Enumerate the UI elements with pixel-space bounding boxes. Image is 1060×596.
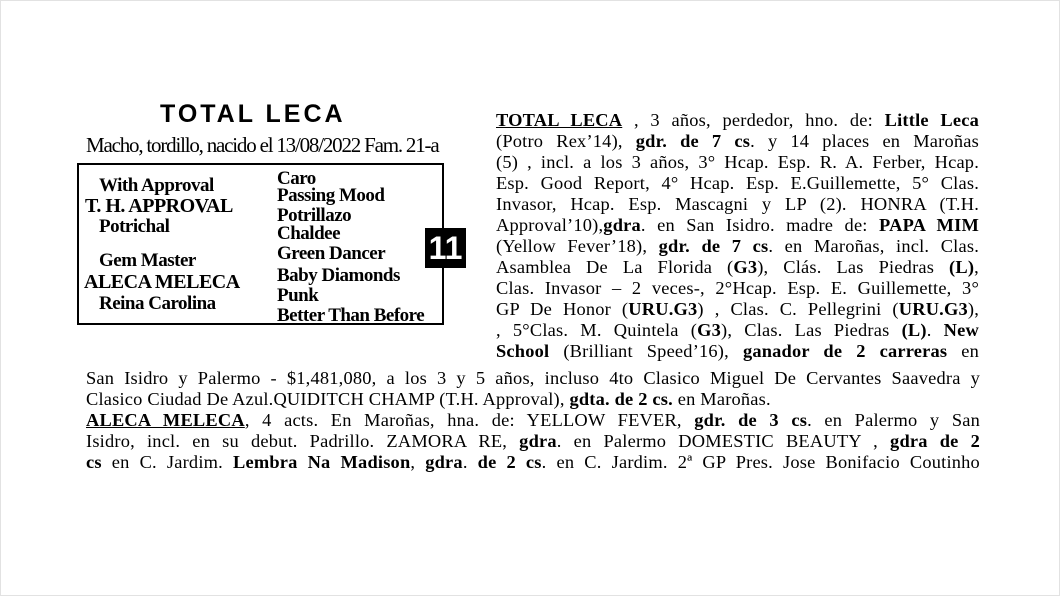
text-line-6	[496, 216, 979, 238]
text-bold: URU.G3	[898, 300, 968, 319]
text-span: Isidro, incl. en su debut. Padrillo. ZAMORA RE,	[86, 432, 520, 451]
text-span: . en C. Jardim. 2ª GP Pres. Jose Bonifacio Coutinho	[541, 453, 980, 472]
text-bold: gdr. de 7 cs	[635, 132, 751, 151]
horse-description: Macho, tordillo, nacido el 13/08/2022 Fam. 21-a	[86, 133, 439, 157]
ancestor: Punk	[277, 285, 319, 306]
text-bold: gdra	[425, 453, 463, 472]
text-span: . en Maroñas, incl. Clas.	[768, 237, 979, 256]
text-bold: gdr. de 3 cs	[694, 411, 808, 430]
text-span: Asamblea De La Florida (	[496, 258, 734, 277]
text-span: GP De Honor (	[496, 300, 629, 319]
text-span: ) , Clas. C. Pellegrini (	[697, 300, 899, 319]
text-span: .	[926, 321, 944, 340]
text-bold: Little Leca	[884, 111, 979, 130]
text-line-17	[86, 453, 980, 475]
text-span: . y 14 places en Maroñas	[750, 132, 979, 151]
text-span: (Potro Rex’14),	[496, 132, 636, 151]
text-bold: G3	[697, 321, 722, 340]
text-span: Approval’10),	[496, 216, 604, 235]
text-span: . en Palermo DOMESTIC BEAUTY ,	[556, 432, 891, 451]
text-bold: gdta. de 2 cs.	[569, 389, 673, 409]
sire-granddam: Potrichal	[99, 216, 170, 237]
text-span: en Maroñas.	[672, 389, 771, 409]
text-line-11	[496, 321, 979, 343]
dam-name-ref: ALECA MELECA	[86, 411, 245, 430]
text-bold: (L)	[949, 258, 975, 277]
text-line-8	[496, 258, 979, 280]
horse-name-title: TOTAL LECA	[160, 100, 346, 128]
text-bold: gdr. de 7 cs	[658, 237, 769, 256]
text-line-2	[496, 132, 979, 154]
text-span: Clasico Ciudad De Azul.QUIDITCH CHAMP (T.H. Approval),	[86, 389, 570, 409]
text-bold: G3	[733, 258, 758, 277]
text-line-9: Clas. Invasor – 2 veces-, 2°Hcap. Esp. E. Guillemette, 3°	[496, 279, 979, 298]
text-span: . en San Isidro. madre de:	[640, 216, 880, 235]
text-span: (Yellow Fever’18),	[496, 237, 659, 256]
text-span: ), Clás. Las Piedras	[757, 258, 950, 277]
ancestor: Chaldee	[277, 223, 340, 244]
text-bold: gdra	[519, 432, 557, 451]
text-span: , 4 acts. En Maroñas, hna. de: YELLOW FEVER,	[244, 411, 695, 430]
ancestor: Baby Diamonds	[277, 265, 400, 286]
text-line-15	[86, 411, 980, 433]
ancestor: Better Than Before	[277, 305, 425, 326]
text-line-4: Esp. Good Report, 4° Hcap. Esp. E.Guillemette, 5° Clas.	[496, 174, 979, 193]
text-bold: New	[943, 321, 979, 340]
text-line-13: San Isidro y Palermo - $1,481,080, a los 3 y 5 años, incluso 4to Clasico Miguel De Cervantes Saavedra y	[86, 369, 980, 388]
text-bold: URU.G3	[628, 300, 698, 319]
text-bold: ganador de 2 carreras	[742, 342, 948, 361]
text-line-12	[496, 342, 979, 364]
text-span: en C. Jardim.	[101, 453, 233, 472]
text-line-16	[86, 432, 980, 454]
text-bold: gdra	[603, 216, 641, 235]
text-line-1	[496, 111, 979, 133]
text-bold: de 2 cs	[477, 453, 542, 472]
program-number-badge: 11	[425, 228, 466, 268]
text-line-5: Invasor, Hcap. Esp. Mascagni y LP (2). HONRA (T.H.	[496, 195, 979, 214]
text-span: ,	[974, 258, 979, 277]
pedigree-box	[77, 163, 444, 325]
text-line-14	[86, 390, 980, 408]
text-span: (Brilliant Speed’16),	[549, 342, 743, 361]
text-span: , 3 años, perdedor, hno. de:	[622, 111, 885, 130]
ancestor: Green Dancer	[277, 243, 386, 264]
text-line-10	[496, 300, 979, 322]
text-bold: Lembra Na Madison	[233, 453, 411, 472]
text-span: ),	[967, 300, 979, 319]
text-span: .	[462, 453, 478, 472]
text-line-3: (5) , incl. a los 3 años, 3° Hcap. Esp. R. A. Ferber, Hcap.	[496, 153, 979, 172]
text-bold: PAPA MIM	[879, 216, 979, 235]
text-bold: School	[496, 342, 550, 361]
text-span: . en Palermo y San	[807, 411, 980, 430]
horse-name-ref: TOTAL LECA	[496, 111, 623, 130]
sire-grandsire: With Approval	[99, 175, 214, 196]
dam-name: ALECA MELECA	[84, 271, 240, 293]
dam-granddam: Reina Carolina	[99, 293, 216, 314]
dam-grandsire: Gem Master	[99, 250, 196, 271]
text-bold: gdra de 2	[890, 432, 980, 451]
text-span: en	[947, 342, 979, 361]
text-span: , 5°Clas. M. Quintela (	[496, 321, 698, 340]
text-line-7	[496, 237, 979, 259]
text-bold: cs	[86, 453, 102, 472]
text-bold: (L)	[901, 321, 927, 340]
ancestor: Caro	[277, 168, 316, 189]
text-span: ), Clas. Las Piedras	[721, 321, 902, 340]
text-span: ,	[410, 453, 426, 472]
sire-name: T. H. APPROVAL	[85, 195, 233, 217]
ancestor: Passing Mood	[277, 185, 385, 206]
ancestor: Potrillazo	[277, 205, 352, 226]
